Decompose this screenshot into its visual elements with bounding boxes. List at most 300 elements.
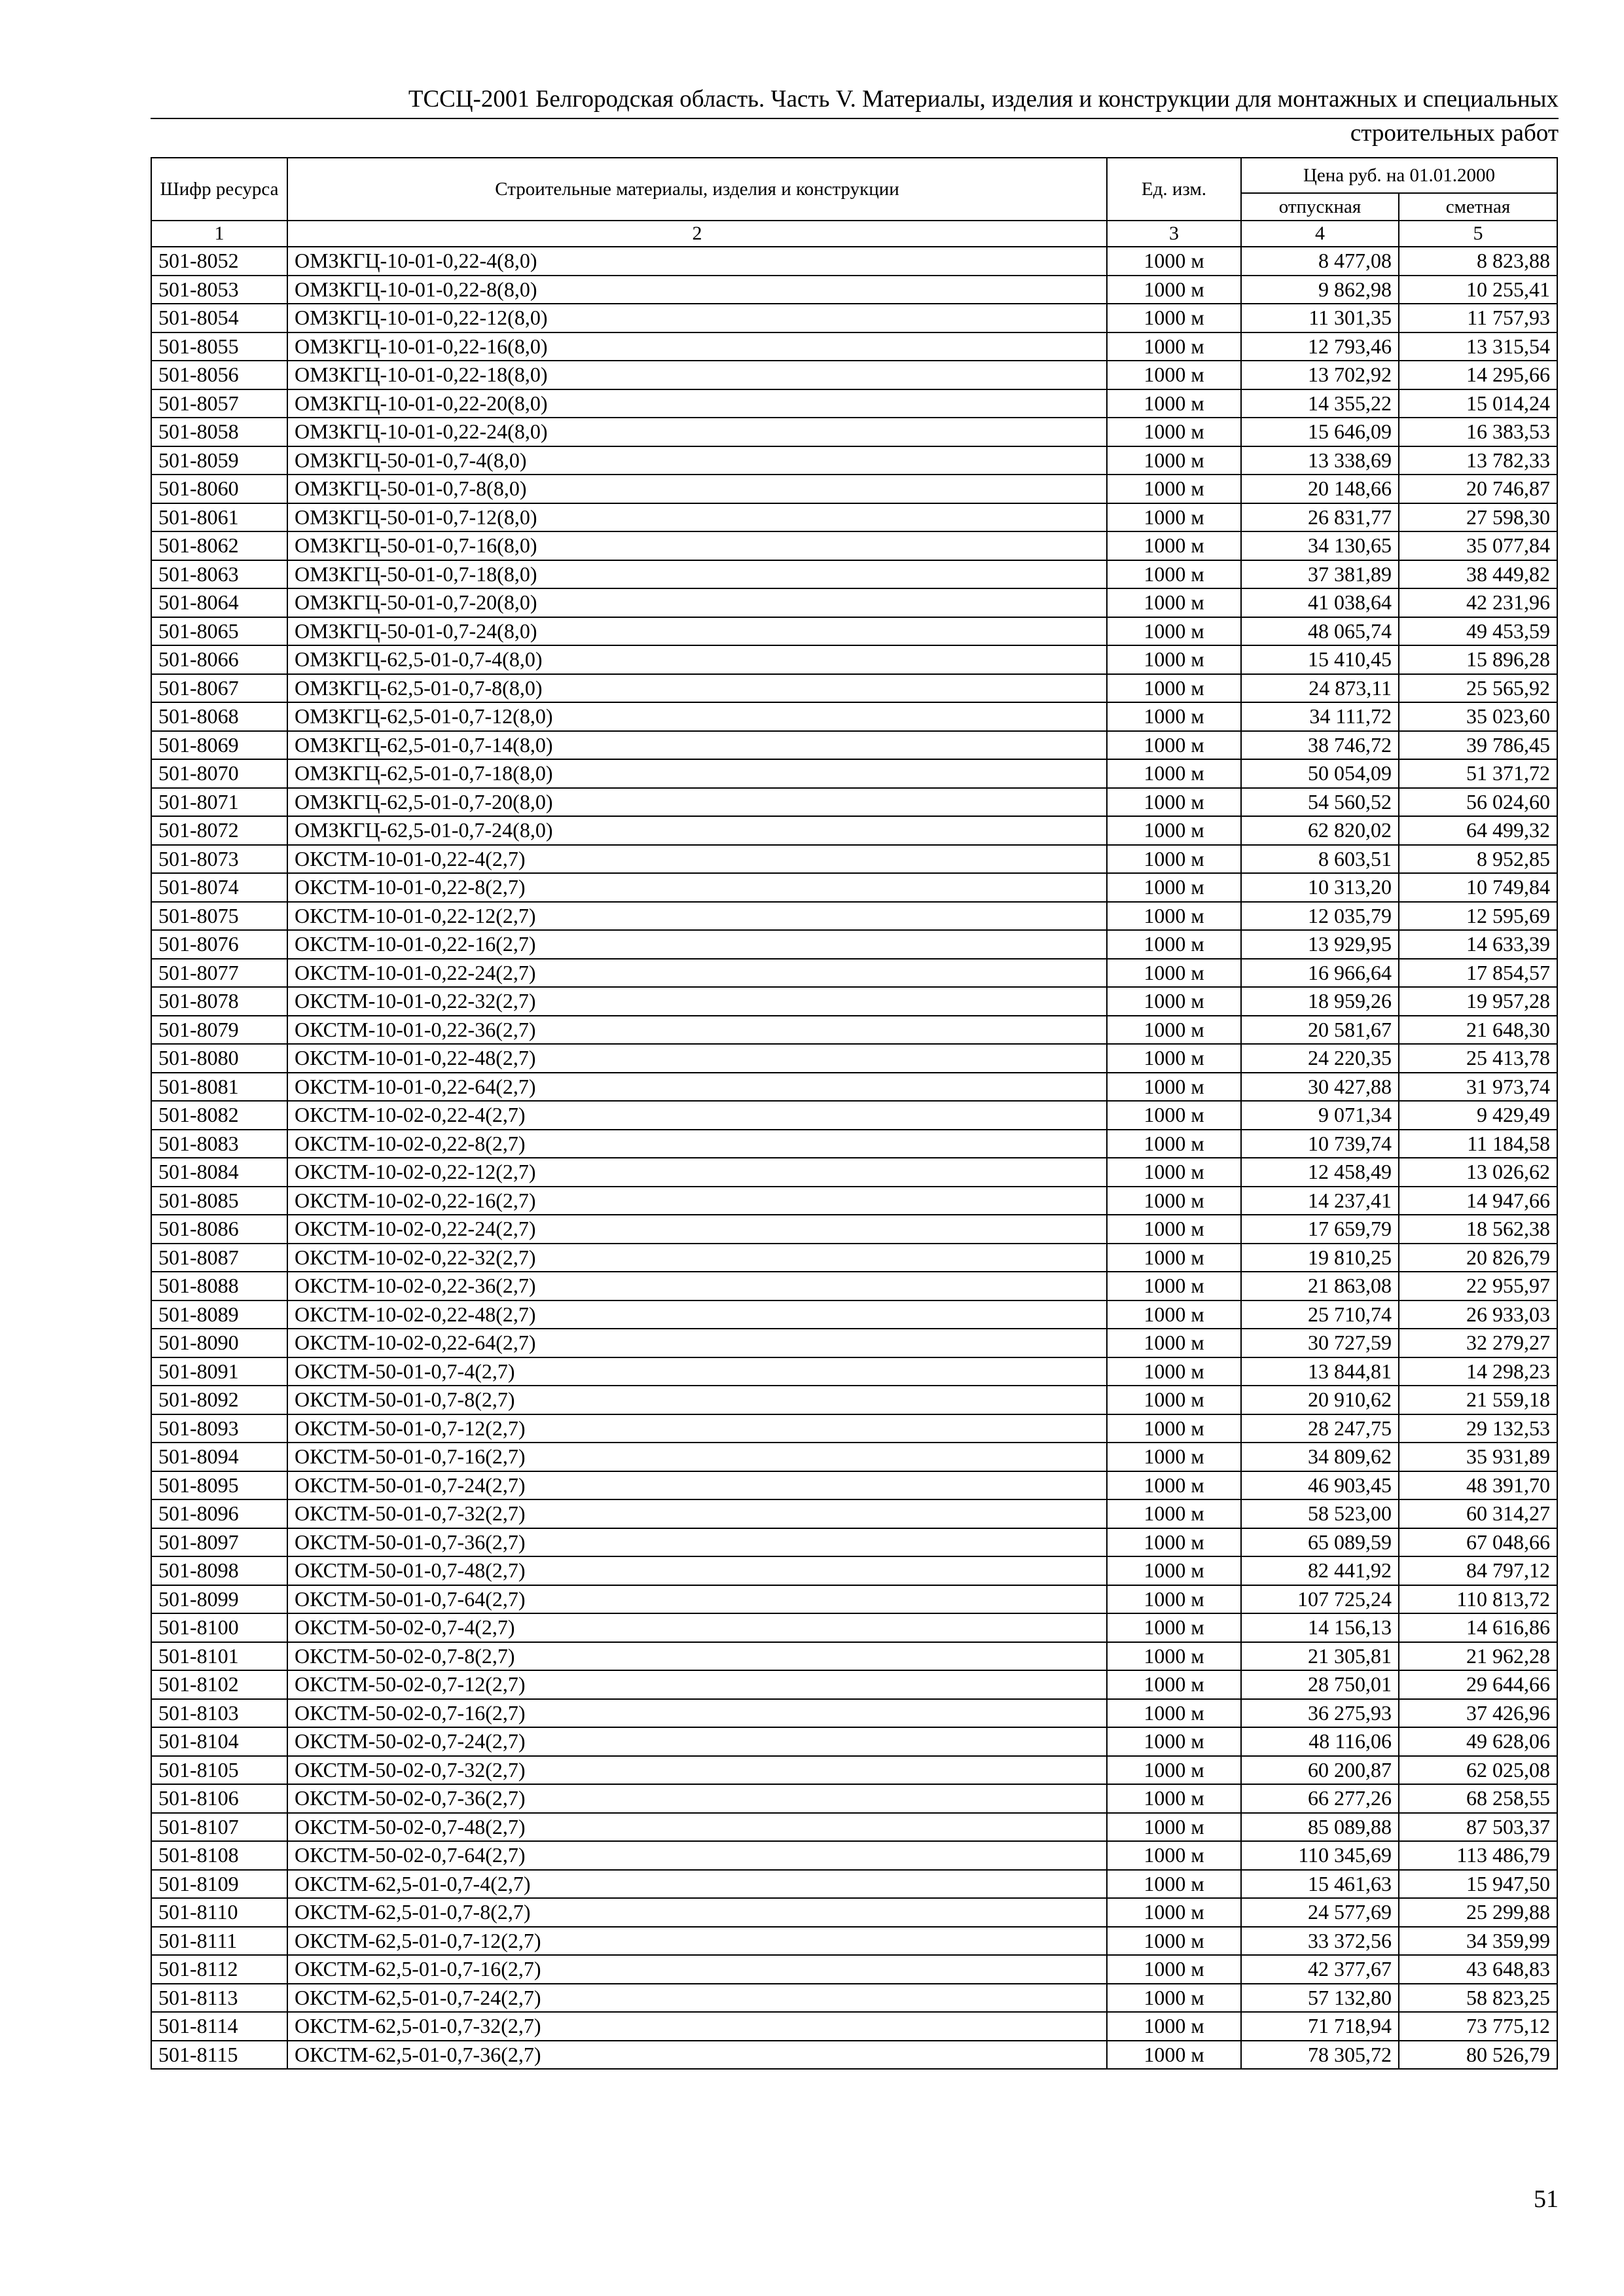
table-row xyxy=(151,1187,1557,1215)
material-name-cell: ОКСТМ-10-02-0,22-4(2,7) xyxy=(287,1101,1107,1130)
unit-cell: 1000 м xyxy=(1107,1556,1241,1585)
estimate-price-cell: 8 952,85 xyxy=(1399,845,1557,874)
table-row xyxy=(151,1357,1557,1386)
table-row xyxy=(151,1499,1557,1528)
material-name-cell: ОКСТМ-50-01-0,7-12(2,7) xyxy=(287,1414,1107,1443)
resource-code-cell: 501-8055 xyxy=(151,332,287,361)
release-price-cell: 21 305,81 xyxy=(1241,1642,1399,1671)
estimate-price-cell: 87 503,37 xyxy=(1399,1813,1557,1842)
table-row xyxy=(151,2012,1557,2041)
unit-cell: 1000 м xyxy=(1107,902,1241,931)
release-price-cell: 48 116,06 xyxy=(1241,1727,1399,1756)
material-name-cell: ОМЗКГЦ-10-01-0,22-24(8,0) xyxy=(287,418,1107,446)
unit-cell: 1000 м xyxy=(1107,1215,1241,1244)
unit-cell: 1000 м xyxy=(1107,1300,1241,1329)
table-row xyxy=(151,731,1557,760)
unit-cell: 1000 м xyxy=(1107,1414,1241,1443)
table-row xyxy=(151,1642,1557,1671)
estimate-price-cell: 29 132,53 xyxy=(1399,1414,1557,1443)
resource-code-cell: 501-8057 xyxy=(151,389,287,418)
resource-code-cell: 501-8061 xyxy=(151,503,287,532)
resource-code-cell: 501-8089 xyxy=(151,1300,287,1329)
release-price-cell: 58 523,00 xyxy=(1241,1499,1399,1528)
unit-cell: 1000 м xyxy=(1107,1585,1241,1614)
release-price-cell: 71 718,94 xyxy=(1241,2012,1399,2041)
estimate-price-cell: 25 413,78 xyxy=(1399,1044,1557,1073)
table-row xyxy=(151,759,1557,788)
resource-code-cell: 501-8113 xyxy=(151,1984,287,2013)
unit-cell: 1000 м xyxy=(1107,1927,1241,1956)
unit-cell: 1000 м xyxy=(1107,276,1241,304)
resource-code-cell: 501-8100 xyxy=(151,1613,287,1642)
unit-cell: 1000 м xyxy=(1107,1130,1241,1158)
release-price-cell: 24 577,69 xyxy=(1241,1898,1399,1927)
release-price-cell: 33 372,56 xyxy=(1241,1927,1399,1956)
unit-cell: 1000 м xyxy=(1107,845,1241,874)
estimate-price-cell: 13 782,33 xyxy=(1399,446,1557,475)
estimate-price-cell: 73 775,12 xyxy=(1399,2012,1557,2041)
table-row xyxy=(151,1471,1557,1500)
material-name-cell: ОМЗКГЦ-10-01-0,22-16(8,0) xyxy=(287,332,1107,361)
estimate-price-cell: 10 255,41 xyxy=(1399,276,1557,304)
release-price-cell: 38 746,72 xyxy=(1241,731,1399,760)
release-price-cell: 17 659,79 xyxy=(1241,1215,1399,1244)
resource-code-cell: 501-8076 xyxy=(151,930,287,959)
table-row xyxy=(151,418,1557,446)
table-row xyxy=(151,1898,1557,1927)
estimate-price-cell: 15 014,24 xyxy=(1399,389,1557,418)
unit-cell: 1000 м xyxy=(1107,304,1241,332)
release-price-cell: 85 089,88 xyxy=(1241,1813,1399,1842)
estimate-price-cell: 67 048,66 xyxy=(1399,1528,1557,1557)
release-price-cell: 9 862,98 xyxy=(1241,276,1399,304)
material-name-cell: ОКСТМ-50-01-0,7-16(2,7) xyxy=(287,1443,1107,1471)
material-name-cell: ОКСТМ-10-01-0,22-36(2,7) xyxy=(287,1016,1107,1045)
estimate-price-cell: 31 973,74 xyxy=(1399,1073,1557,1102)
estimate-price-cell: 56 024,60 xyxy=(1399,788,1557,817)
material-name-cell: ОКСТМ-10-02-0,22-36(2,7) xyxy=(287,1272,1107,1300)
table-row xyxy=(151,674,1557,703)
table-row xyxy=(151,959,1557,988)
unit-cell: 1000 м xyxy=(1107,1528,1241,1557)
header-price: Цена руб. на 01.01.2000 xyxy=(1241,158,1557,193)
unit-cell: 1000 м xyxy=(1107,731,1241,760)
estimate-price-cell: 25 299,88 xyxy=(1399,1898,1557,1927)
unit-cell: 1000 м xyxy=(1107,1044,1241,1073)
release-price-cell: 14 156,13 xyxy=(1241,1613,1399,1642)
unit-cell: 1000 м xyxy=(1107,1471,1241,1500)
estimate-price-cell: 22 955,97 xyxy=(1399,1272,1557,1300)
resource-code-cell: 501-8084 xyxy=(151,1158,287,1187)
material-name-cell: ОКСТМ-10-01-0,22-8(2,7) xyxy=(287,873,1107,902)
estimate-price-cell: 14 298,23 xyxy=(1399,1357,1557,1386)
estimate-price-cell: 16 383,53 xyxy=(1399,418,1557,446)
resource-code-cell: 501-8115 xyxy=(151,2041,287,2070)
release-price-cell: 30 427,88 xyxy=(1241,1073,1399,1102)
estimate-price-cell: 43 648,83 xyxy=(1399,1955,1557,1984)
material-name-cell: ОКСТМ-62,5-01-0,7-24(2,7) xyxy=(287,1984,1107,2013)
resource-code-cell: 501-8066 xyxy=(151,645,287,674)
table-row xyxy=(151,788,1557,817)
estimate-price-cell: 11 757,93 xyxy=(1399,304,1557,332)
resource-code-cell: 501-8108 xyxy=(151,1841,287,1870)
unit-cell: 1000 м xyxy=(1107,560,1241,589)
unit-cell: 1000 м xyxy=(1107,1756,1241,1785)
material-name-cell: ОКСТМ-50-02-0,7-36(2,7) xyxy=(287,1784,1107,1813)
material-name-cell: ОМЗКГЦ-10-01-0,22-8(8,0) xyxy=(287,276,1107,304)
table-row xyxy=(151,1016,1557,1045)
release-price-cell: 10 739,74 xyxy=(1241,1130,1399,1158)
unit-cell: 1000 м xyxy=(1107,2041,1241,2070)
resource-code-cell: 501-8087 xyxy=(151,1244,287,1272)
header-release-price: отпускная xyxy=(1241,193,1399,221)
estimate-price-cell: 18 562,38 xyxy=(1399,1215,1557,1244)
table-row xyxy=(151,1443,1557,1471)
unit-cell: 1000 м xyxy=(1107,1158,1241,1187)
unit-cell: 1000 м xyxy=(1107,1187,1241,1215)
material-name-cell: ОМЗКГЦ-10-01-0,22-18(8,0) xyxy=(287,361,1107,389)
unit-cell: 1000 м xyxy=(1107,987,1241,1016)
resource-code-cell: 501-8085 xyxy=(151,1187,287,1215)
resource-code-cell: 501-8058 xyxy=(151,418,287,446)
release-price-cell: 9 071,34 xyxy=(1241,1101,1399,1130)
release-price-cell: 34 130,65 xyxy=(1241,531,1399,560)
resource-code-cell: 501-8063 xyxy=(151,560,287,589)
resource-code-cell: 501-8064 xyxy=(151,588,287,617)
resource-code-cell: 501-8074 xyxy=(151,873,287,902)
table-row xyxy=(151,645,1557,674)
resource-code-cell: 501-8111 xyxy=(151,1927,287,1956)
estimate-price-cell: 60 314,27 xyxy=(1399,1499,1557,1528)
estimate-price-cell: 14 616,86 xyxy=(1399,1613,1557,1642)
release-price-cell: 11 301,35 xyxy=(1241,304,1399,332)
material-name-cell: ОКСТМ-10-02-0,22-64(2,7) xyxy=(287,1329,1107,1357)
material-name-cell: ОКСТМ-10-01-0,22-4(2,7) xyxy=(287,845,1107,874)
unit-cell: 1000 м xyxy=(1107,1101,1241,1130)
estimate-price-cell: 68 258,55 xyxy=(1399,1784,1557,1813)
estimate-price-cell: 21 962,28 xyxy=(1399,1642,1557,1671)
unit-cell: 1000 м xyxy=(1107,1357,1241,1386)
material-name-cell: ОКСТМ-10-01-0,22-48(2,7) xyxy=(287,1044,1107,1073)
resource-code-cell: 501-8093 xyxy=(151,1414,287,1443)
material-name-cell: ОКСТМ-10-02-0,22-16(2,7) xyxy=(287,1187,1107,1215)
table-row xyxy=(151,1244,1557,1272)
material-name-cell: ОКСТМ-62,5-01-0,7-12(2,7) xyxy=(287,1927,1107,1956)
unit-cell: 1000 м xyxy=(1107,1272,1241,1300)
release-price-cell: 34 809,62 xyxy=(1241,1443,1399,1471)
table-row xyxy=(151,1130,1557,1158)
resource-code-cell: 501-8081 xyxy=(151,1073,287,1102)
resource-code-cell: 501-8070 xyxy=(151,759,287,788)
column-number: 1 xyxy=(151,221,287,247)
release-price-cell: 46 903,45 xyxy=(1241,1471,1399,1500)
table-row xyxy=(151,873,1557,902)
unit-cell: 1000 м xyxy=(1107,389,1241,418)
estimate-price-cell: 14 947,66 xyxy=(1399,1187,1557,1215)
estimate-price-cell: 13 315,54 xyxy=(1399,332,1557,361)
estimate-price-cell: 42 231,96 xyxy=(1399,588,1557,617)
resource-code-cell: 501-8095 xyxy=(151,1471,287,1500)
unit-cell: 1000 м xyxy=(1107,645,1241,674)
table-row xyxy=(151,902,1557,931)
release-price-cell: 14 355,22 xyxy=(1241,389,1399,418)
table-row xyxy=(151,475,1557,503)
resource-code-cell: 501-8099 xyxy=(151,1585,287,1614)
release-price-cell: 107 725,24 xyxy=(1241,1585,1399,1614)
material-name-cell: ОКСТМ-50-01-0,7-32(2,7) xyxy=(287,1499,1107,1528)
unit-cell: 1000 м xyxy=(1107,1386,1241,1414)
resource-code-cell: 501-8060 xyxy=(151,475,287,503)
unit-cell: 1000 м xyxy=(1107,1642,1241,1671)
unit-cell: 1000 м xyxy=(1107,418,1241,446)
table-row xyxy=(151,247,1557,276)
resource-code-cell: 501-8059 xyxy=(151,446,287,475)
estimate-price-cell: 35 931,89 xyxy=(1399,1443,1557,1471)
material-name-cell: ОМЗКГЦ-10-01-0,22-12(8,0) xyxy=(287,304,1107,332)
estimate-price-cell: 15 896,28 xyxy=(1399,645,1557,674)
resource-code-cell: 501-8072 xyxy=(151,816,287,845)
resource-code-cell: 501-8053 xyxy=(151,276,287,304)
release-price-cell: 16 966,64 xyxy=(1241,959,1399,988)
resource-code-cell: 501-8079 xyxy=(151,1016,287,1045)
material-name-cell: ОКСТМ-50-02-0,7-4(2,7) xyxy=(287,1613,1107,1642)
release-price-cell: 25 710,74 xyxy=(1241,1300,1399,1329)
resource-code-cell: 501-8090 xyxy=(151,1329,287,1357)
release-price-cell: 20 910,62 xyxy=(1241,1386,1399,1414)
table-row xyxy=(151,1927,1557,1956)
table-row xyxy=(151,1101,1557,1130)
release-price-cell: 20 148,66 xyxy=(1241,475,1399,503)
material-name-cell: ОМЗКГЦ-50-01-0,7-8(8,0) xyxy=(287,475,1107,503)
unit-cell: 1000 м xyxy=(1107,503,1241,532)
estimate-price-cell: 64 499,32 xyxy=(1399,816,1557,845)
unit-cell: 1000 м xyxy=(1107,1699,1241,1728)
estimate-price-cell: 49 628,06 xyxy=(1399,1727,1557,1756)
resource-code-cell: 501-8101 xyxy=(151,1642,287,1671)
resource-code-cell: 501-8098 xyxy=(151,1556,287,1585)
table-row xyxy=(151,1813,1557,1842)
resource-code-cell: 501-8086 xyxy=(151,1215,287,1244)
table-row xyxy=(151,987,1557,1016)
table-row xyxy=(151,1670,1557,1699)
material-name-cell: ОКСТМ-10-01-0,22-12(2,7) xyxy=(287,902,1107,931)
release-price-cell: 21 863,08 xyxy=(1241,1272,1399,1300)
unit-cell: 1000 м xyxy=(1107,1244,1241,1272)
estimate-price-cell: 10 749,84 xyxy=(1399,873,1557,902)
resource-code-cell: 501-8104 xyxy=(151,1727,287,1756)
release-price-cell: 19 810,25 xyxy=(1241,1244,1399,1272)
table-row xyxy=(151,845,1557,874)
material-name-cell: ОКСТМ-50-02-0,7-32(2,7) xyxy=(287,1756,1107,1785)
material-name-cell: ОМЗКГЦ-62,5-01-0,7-20(8,0) xyxy=(287,788,1107,817)
material-name-cell: ОКСТМ-10-02-0,22-12(2,7) xyxy=(287,1158,1107,1187)
estimate-price-cell: 48 391,70 xyxy=(1399,1471,1557,1500)
material-name-cell: ОКСТМ-10-01-0,22-64(2,7) xyxy=(287,1073,1107,1102)
material-name-cell: ОМЗКГЦ-50-01-0,7-12(8,0) xyxy=(287,503,1107,532)
release-price-cell: 12 793,46 xyxy=(1241,332,1399,361)
release-price-cell: 20 581,67 xyxy=(1241,1016,1399,1045)
resource-code-cell: 501-8092 xyxy=(151,1386,287,1414)
estimate-price-cell: 12 595,69 xyxy=(1399,902,1557,931)
material-name-cell: ОКСТМ-10-02-0,22-48(2,7) xyxy=(287,1300,1107,1329)
release-price-cell: 28 247,75 xyxy=(1241,1414,1399,1443)
material-name-cell: ОКСТМ-50-01-0,7-24(2,7) xyxy=(287,1471,1107,1500)
material-name-cell: ОКСТМ-50-01-0,7-36(2,7) xyxy=(287,1528,1107,1557)
estimate-price-cell: 13 026,62 xyxy=(1399,1158,1557,1187)
unit-cell: 1000 м xyxy=(1107,816,1241,845)
unit-cell: 1000 м xyxy=(1107,1984,1241,2013)
unit-cell: 1000 м xyxy=(1107,617,1241,646)
estimate-price-cell: 84 797,12 xyxy=(1399,1556,1557,1585)
unit-cell: 1000 м xyxy=(1107,2012,1241,2041)
unit-cell: 1000 м xyxy=(1107,1329,1241,1357)
resource-code-cell: 501-8078 xyxy=(151,987,287,1016)
material-name-cell: ОМЗКГЦ-62,5-01-0,7-8(8,0) xyxy=(287,674,1107,703)
unit-cell: 1000 м xyxy=(1107,930,1241,959)
material-name-cell: ОМЗКГЦ-62,5-01-0,7-12(8,0) xyxy=(287,702,1107,731)
unit-cell: 1000 м xyxy=(1107,1499,1241,1528)
unit-cell: 1000 м xyxy=(1107,475,1241,503)
header-code: Шифр ресурса xyxy=(151,158,287,221)
release-price-cell: 12 458,49 xyxy=(1241,1158,1399,1187)
release-price-cell: 13 338,69 xyxy=(1241,446,1399,475)
material-name-cell: ОКСТМ-62,5-01-0,7-36(2,7) xyxy=(287,2041,1107,2070)
estimate-price-cell: 15 947,50 xyxy=(1399,1870,1557,1899)
table-body xyxy=(151,247,1557,2069)
resource-code-cell: 501-8110 xyxy=(151,1898,287,1927)
estimate-price-cell: 20 746,87 xyxy=(1399,475,1557,503)
unit-cell: 1000 м xyxy=(1107,1073,1241,1102)
release-price-cell: 82 441,92 xyxy=(1241,1556,1399,1585)
resource-code-cell: 501-8097 xyxy=(151,1528,287,1557)
table-row xyxy=(151,1556,1557,1585)
estimate-price-cell: 29 644,66 xyxy=(1399,1670,1557,1699)
release-price-cell: 8 477,08 xyxy=(1241,247,1399,276)
material-name-cell: ОКСТМ-50-01-0,7-4(2,7) xyxy=(287,1357,1107,1386)
unit-cell: 1000 м xyxy=(1107,759,1241,788)
release-price-cell: 62 820,02 xyxy=(1241,816,1399,845)
unit-cell: 1000 м xyxy=(1107,788,1241,817)
release-price-cell: 12 035,79 xyxy=(1241,902,1399,931)
material-name-cell: ОКСТМ-62,5-01-0,7-4(2,7) xyxy=(287,1870,1107,1899)
release-price-cell: 24 873,11 xyxy=(1241,674,1399,703)
release-price-cell: 15 646,09 xyxy=(1241,418,1399,446)
resource-code-cell: 501-8088 xyxy=(151,1272,287,1300)
table-row xyxy=(151,276,1557,304)
resource-code-cell: 501-8062 xyxy=(151,531,287,560)
table-row xyxy=(151,1073,1557,1102)
resource-code-cell: 501-8073 xyxy=(151,845,287,874)
material-name-cell: ОКСТМ-10-01-0,22-24(2,7) xyxy=(287,959,1107,988)
table-row xyxy=(151,1955,1557,1984)
resource-code-cell: 501-8112 xyxy=(151,1955,287,1984)
estimate-price-cell: 35 077,84 xyxy=(1399,531,1557,560)
resource-code-cell: 501-8107 xyxy=(151,1813,287,1842)
material-name-cell: ОКСТМ-50-02-0,7-48(2,7) xyxy=(287,1813,1107,1842)
resource-code-cell: 501-8065 xyxy=(151,617,287,646)
unit-cell: 1000 м xyxy=(1107,1841,1241,1870)
estimate-price-cell: 80 526,79 xyxy=(1399,2041,1557,2070)
unit-cell: 1000 м xyxy=(1107,588,1241,617)
unit-cell: 1000 м xyxy=(1107,959,1241,988)
estimate-price-cell: 17 854,57 xyxy=(1399,959,1557,988)
table-row xyxy=(151,1215,1557,1244)
resource-code-cell: 501-8068 xyxy=(151,702,287,731)
material-name-cell: ОКСТМ-10-02-0,22-8(2,7) xyxy=(287,1130,1107,1158)
release-price-cell: 36 275,93 xyxy=(1241,1699,1399,1728)
estimate-price-cell: 27 598,30 xyxy=(1399,503,1557,532)
table-row xyxy=(151,1841,1557,1870)
material-name-cell: ОКСТМ-50-02-0,7-24(2,7) xyxy=(287,1727,1107,1756)
estimate-price-cell: 14 295,66 xyxy=(1399,361,1557,389)
table-row xyxy=(151,1329,1557,1357)
table-row xyxy=(151,1585,1557,1614)
material-name-cell: ОМЗКГЦ-10-01-0,22-20(8,0) xyxy=(287,389,1107,418)
material-name-cell: ОКСТМ-10-01-0,22-32(2,7) xyxy=(287,987,1107,1016)
column-number: 4 xyxy=(1241,221,1399,247)
resource-code-cell: 501-8071 xyxy=(151,788,287,817)
release-price-cell: 34 111,72 xyxy=(1241,702,1399,731)
table-row xyxy=(151,1756,1557,1785)
material-name-cell: ОКСТМ-50-02-0,7-12(2,7) xyxy=(287,1670,1107,1699)
estimate-price-cell: 38 449,82 xyxy=(1399,560,1557,589)
material-name-cell: ОКСТМ-10-01-0,22-16(2,7) xyxy=(287,930,1107,959)
release-price-cell: 24 220,35 xyxy=(1241,1044,1399,1073)
estimate-price-cell: 34 359,99 xyxy=(1399,1927,1557,1956)
table-row xyxy=(151,1414,1557,1443)
release-price-cell: 13 844,81 xyxy=(1241,1357,1399,1386)
release-price-cell: 18 959,26 xyxy=(1241,987,1399,1016)
unit-cell: 1000 м xyxy=(1107,531,1241,560)
column-number: 5 xyxy=(1399,221,1557,247)
page-number: 51 xyxy=(1534,2185,1559,2213)
table-row xyxy=(151,2041,1557,2070)
release-price-cell: 30 727,59 xyxy=(1241,1329,1399,1357)
material-name-cell: ОМЗКГЦ-10-01-0,22-4(8,0) xyxy=(287,247,1107,276)
unit-cell: 1000 м xyxy=(1107,1016,1241,1045)
table-row xyxy=(151,930,1557,959)
column-number: 3 xyxy=(1107,221,1241,247)
release-price-cell: 42 377,67 xyxy=(1241,1955,1399,1984)
material-name-cell: ОМЗКГЦ-62,5-01-0,7-24(8,0) xyxy=(287,816,1107,845)
table-row xyxy=(151,1528,1557,1557)
table-row xyxy=(151,304,1557,332)
material-name-cell: ОКСТМ-50-02-0,7-8(2,7) xyxy=(287,1642,1107,1671)
table-row xyxy=(151,1272,1557,1300)
estimate-price-cell: 35 023,60 xyxy=(1399,702,1557,731)
estimate-price-cell: 19 957,28 xyxy=(1399,987,1557,1016)
estimate-price-cell: 25 565,92 xyxy=(1399,674,1557,703)
table-row xyxy=(151,1784,1557,1813)
estimate-price-cell: 32 279,27 xyxy=(1399,1329,1557,1357)
resource-code-cell: 501-8077 xyxy=(151,959,287,988)
unit-cell: 1000 м xyxy=(1107,1955,1241,1984)
table-row xyxy=(151,1699,1557,1728)
release-price-cell: 48 065,74 xyxy=(1241,617,1399,646)
resource-code-cell: 501-8114 xyxy=(151,2012,287,2041)
table-row xyxy=(151,1300,1557,1329)
unit-cell: 1000 м xyxy=(1107,1870,1241,1899)
running-header-title: ТССЦ-2001 Белгородская область. Часть V. Материалы, изделия и конструкции для монтажных и специальных xyxy=(408,86,1559,113)
material-name-cell: ОМЗКГЦ-50-01-0,7-18(8,0) xyxy=(287,560,1107,589)
resource-code-cell: 501-8080 xyxy=(151,1044,287,1073)
release-price-cell: 8 603,51 xyxy=(1241,845,1399,874)
header-estimate-price: сметная xyxy=(1399,193,1557,221)
table-row xyxy=(151,389,1557,418)
material-name-cell: ОКСТМ-10-02-0,22-24(2,7) xyxy=(287,1215,1107,1244)
unit-cell: 1000 м xyxy=(1107,332,1241,361)
unit-cell: 1000 м xyxy=(1107,1898,1241,1927)
